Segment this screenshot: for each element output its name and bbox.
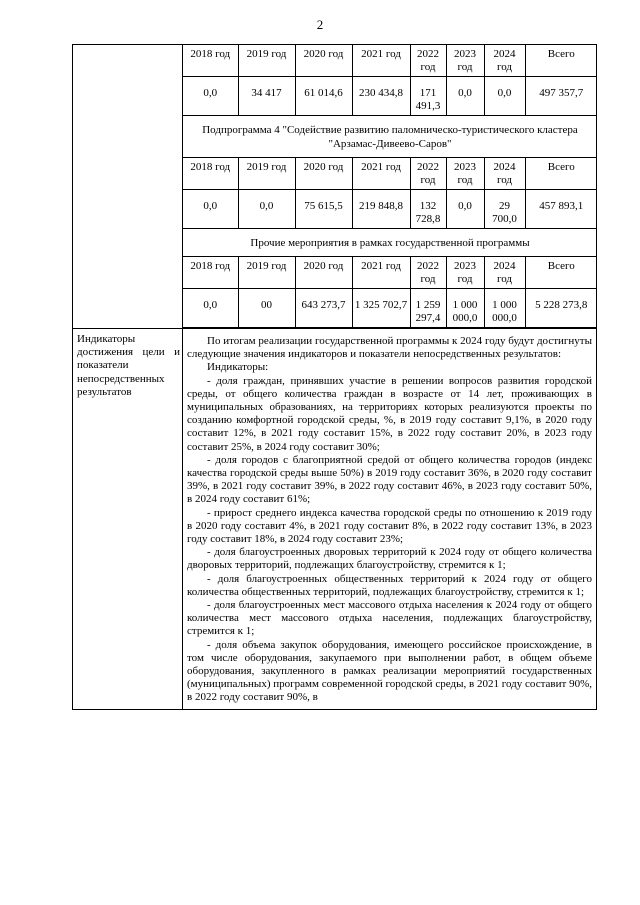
block3-title-row [183,229,597,257]
year-header: 2021 год [352,158,410,190]
value-cell: 0,0 [238,190,295,229]
year-header: 2018 год [183,158,238,190]
indicator-item: - доля благоустроенных мест массового отдыха населения к 2024 году от общего количества мест массового отдыха населения, подлежащих благоустройству, стремится к 1; [187,599,592,638]
year-header: 2022 год [410,257,446,289]
indicator-item: - доля благоустроенных общественных территорий к 2024 году от общего количества общественных территорий, подлежащих благоустройству, стремится к 1; [187,572,592,598]
value-cell: 34 417 [238,77,295,116]
indicator-item: - доля городов с благоприятной средой от общего количества городов (индекс качества городской среды выше 50%) в 2019 году составит 36%, в 2020 году составит 39%, в 2021 году составит 39%, в 2022 году составит 46%, в 2023 году составит 50%, в 2024 году составит 61%; [187,453,592,506]
year-header: 2021 год [352,45,410,77]
value-cell: 643 273,7 [295,289,352,328]
finance-label-cell [73,45,183,329]
value-cell: 0,0 [446,190,484,229]
year-header: 2019 год [238,257,295,289]
year-header: 2024 год [484,45,525,77]
year-header: 2023 год [446,45,484,77]
block1-values-row [183,77,597,116]
indicator-item: - доля объема закупок оборудования, имеющего российское происхождение, в том числе оборудования, закупаемого при выполнении работ, в общем объеме оборудования, закупленного в рамках реализации мероприятий государственных (муниципальных) программ современной городской среды, в 2021 году составит 90%, в 2022 году составит 90%, в [187,638,592,704]
total-header: Всего [525,158,597,190]
total-value-cell: 5 228 273,8 [525,289,597,328]
year-header: 2022 год [410,158,446,190]
year-header: 2019 год [238,158,295,190]
year-header: 2018 год [183,257,238,289]
value-cell: 75 615,5 [295,190,352,229]
value-cell: 171 491,3 [410,77,446,116]
page-number: 2 [316,17,324,32]
year-header: 2024 год [484,158,525,190]
block3-values-row [183,289,597,328]
finance-row [73,45,597,329]
year-header: 2024 год [484,257,525,289]
block2-title-row [183,116,597,158]
year-header: 2021 год [352,257,410,289]
value-cell: 1 000 000,0 [484,289,525,328]
block3-header-row [183,257,597,289]
value-cell: 0,0 [183,289,238,328]
value-cell: 0,0 [183,77,238,116]
year-header: 2020 год [295,158,352,190]
value-cell: 230 434,8 [352,77,410,116]
indicators-text [183,329,597,710]
block2-values-row [183,190,597,229]
year-header: 2023 год [446,257,484,289]
indicators-label: Индикаторы достижения цели и показатели непосредственных результатов [73,329,183,710]
passport-table [72,44,597,710]
indicators-row [73,329,597,710]
value-cell: 29 700,0 [484,190,525,229]
finance-cell [183,45,597,329]
total-value-cell: 497 357,7 [525,77,597,116]
value-cell: 0,0 [446,77,484,116]
year-header: 2023 год [446,158,484,190]
total-value-cell: 457 893,1 [525,190,597,229]
value-cell: 0,0 [183,190,238,229]
indicator-item: - доля благоустроенных дворовых территорий к 2024 году от общего количества дворовых территорий, подлежащих благоустройству, стремится к 1; [187,546,592,572]
block2-header-row [183,158,597,190]
value-cell: 00 [238,289,295,328]
finance-table [183,45,597,328]
total-header: Всего [525,257,597,289]
value-cell: 0,0 [484,77,525,116]
total-header: Всего [525,45,597,77]
indicator-item: - прирост среднего индекса качества городской среды по отношению к 2019 году в 2020 году составит 4%, в 2021 году составит 8%, в 2022 году составит 13%, в 2023 году составит 18%, в 2024 году составит 23%; [187,506,592,546]
year-header: 2020 год [295,257,352,289]
indicators-heading: Индикаторы: [207,361,269,374]
value-cell: 1 325 702,7 [352,289,410,328]
value-cell: 132 728,8 [410,190,446,229]
indicators-intro: По итогам реализации государственной программы к 2024 году будут достигнуты следующие значения индикаторов и показатели непосредственных результатов: [187,335,592,361]
value-cell: 219 848,8 [352,190,410,229]
indicator-item: - доля граждан, принявших участие в решении вопросов развития городской среды, от общего количества граждан в возрасте от 14 лет, проживающих в муниципальных образованиях, на территориях которых реализуются проекты по созданию комфортной городской среды, %, в 2019 году составит 9,1%, в 2020 году составит 12%, в 2021 году составит 15%, в 2022 году составит 20%, в 2023 году составит 25%, в 2024 году составит 30%; [187,374,592,453]
other-activities-title: Прочие мероприятия в рамках государственной программы [183,229,597,257]
value-cell: 1 000 000,0 [446,289,484,328]
value-cell: 1 259 297,4 [410,289,446,328]
block1-header-row [183,45,597,77]
year-header: 2018 год [183,45,238,77]
year-header: 2020 год [295,45,352,77]
value-cell: 61 014,6 [295,77,352,116]
year-header: 2019 год [238,45,295,77]
subprogram-title: Подпрограмма 4 "Содействие развитию паломническо-туристического кластера "Арзамас-Дивеево-Саров" [183,116,597,158]
year-header: 2022 год [410,45,446,77]
